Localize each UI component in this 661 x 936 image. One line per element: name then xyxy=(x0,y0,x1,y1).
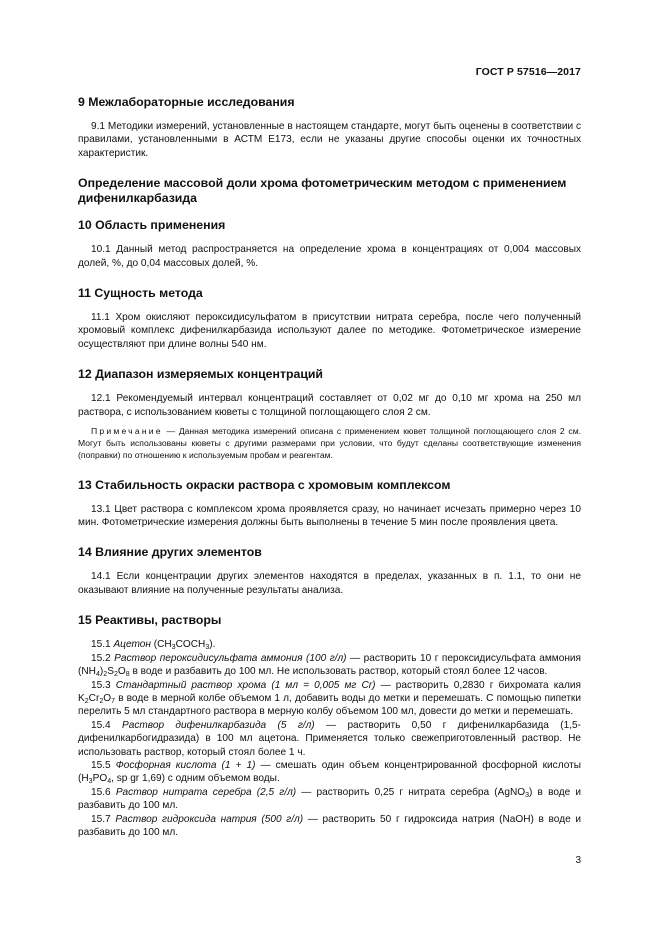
clause-15-7 xyxy=(78,813,581,840)
note-label: Примечание xyxy=(91,426,163,437)
clause-number: 15.3 xyxy=(91,679,116,691)
formula-sub: 3 xyxy=(88,778,93,786)
clause-14-1: 14.1 Если концентрации других элементов находятся в пределах, указанных в п. 1.1, то они не оказывают влияние на полученные результаты анализа. xyxy=(78,571,581,596)
section-14-title: 14 Влияние других элементов xyxy=(78,545,262,560)
formula-sub: 2 xyxy=(99,697,104,705)
standard-code: ГОСТ Р 57516—2017 xyxy=(475,66,581,78)
note-text: — Данная методика измерений описана с применением кювет толщиной поглощающего слоя 2 см. Могут быть использованы кюветы с другими размерами при условии, что будут сделаны соответствующие изменения (поправки) по отношению к используемым пробам и реагентам. xyxy=(78,426,581,461)
formula-sub: 4 xyxy=(95,671,100,679)
clause-15-4 xyxy=(78,719,581,759)
section-9-title: 9 Межлабораторные исследования xyxy=(78,95,295,109)
section-11-title: 11 Сущность метода xyxy=(78,286,203,301)
clause-number: 15.4 xyxy=(91,719,122,731)
document-body xyxy=(78,95,581,839)
clause-text: — смешать один объем концентрированной фосфорной кислоты (H xyxy=(78,759,582,785)
clause-9-1: 9.1 Методики измерений, установленные в настоящем стандарте, могут быть оценены в соответствии с правилами, установленными в АСТМ Е173, если не указаны другие способы оценки их точностных характеристик. xyxy=(78,121,581,159)
formula-sub: 2 xyxy=(113,671,118,679)
formula-sub: 2 xyxy=(103,671,108,679)
formula-text: O xyxy=(103,692,112,704)
formula-text: PO xyxy=(92,773,108,785)
method-group-title: Определение массовой доли хрома фотометрическим методом с применением дифенилкарбазида xyxy=(78,176,567,206)
clause-number: 15.7 xyxy=(91,813,116,825)
clause-number: 15.5 xyxy=(91,759,116,771)
formula-text: ) xyxy=(99,666,104,678)
section-15-title: 15 Реактивы, растворы xyxy=(78,613,222,628)
formula-text: Cr xyxy=(88,692,100,704)
formula-text: COCH xyxy=(175,639,206,651)
clause-text: — растворить 50 г гидроксида натрия (NaOH) в воде и разбавить до 100 мл. xyxy=(78,813,581,838)
page-number: 3 xyxy=(575,855,581,866)
reagent-name: Раствор дифенилкарбазида (5 г/л) xyxy=(121,719,315,731)
reagent-name: Раствор пероксидисульфата аммония (100 г/л) xyxy=(114,652,347,664)
clause-text: — растворить 10 г пероксидисульфата аммония (NH xyxy=(78,652,582,678)
clause-15-6 xyxy=(78,786,581,813)
clause-text: в воде и разбавить до 100 мл. Не использовать раствор, который стоял более 12 часов. xyxy=(129,666,548,678)
formula-sub: 3 xyxy=(205,644,210,652)
formula-sub: 8 xyxy=(125,671,130,679)
clause-text: ) в воде и разбавить до 100 мл. xyxy=(78,786,582,812)
clause-15-5 xyxy=(78,759,581,786)
clause-text: , sp gr 1,69) с одним объемом воды. xyxy=(111,773,280,785)
clause-12-1: 12.1 Рекомендуемый интервал концентраций составляет от 0,02 мг до 0,10 мг хрома на 250 мл раствора, с использованием кюветы с толщиной поглощающего слоя 2 см. xyxy=(78,393,581,418)
section-12-title: 12 Диапазон измеряемых концентраций xyxy=(78,367,323,382)
reagent-name: Стандартный раствор хрома (1 мл = 0,005 мг Cr) xyxy=(115,679,376,691)
formula-sub: 4 xyxy=(107,778,112,786)
section-13-title: 13 Стабильность окраски раствора с хромовым комплексом xyxy=(78,477,451,492)
clause-text: — растворить 0,2830 г бихромата калия K xyxy=(78,679,582,704)
formula-text: O xyxy=(117,666,126,678)
formula-sub: 2 xyxy=(84,697,89,705)
formula-text: (CH xyxy=(150,639,172,651)
clause-15-1 xyxy=(78,638,581,651)
clause-number: 15.2 xyxy=(91,652,115,664)
clause-number: 15.1 xyxy=(91,639,114,651)
formula-text: ). xyxy=(209,639,216,651)
note-12 xyxy=(78,425,581,462)
clause-text: — растворить 0,25 г нитрата серебра (AgNO xyxy=(296,786,526,798)
clause-10-1: 10.1 Данный метод распространяется на определение хрома в концентрациях от 0,004 массовых долей, %, до 0,04 массовых долей, %. xyxy=(78,244,581,269)
clause-15-2 xyxy=(78,652,581,679)
formula-sub: 7 xyxy=(111,697,116,705)
reagent-name: Раствор нитрата серебра (2,5 г/л) xyxy=(115,786,297,798)
reagent-name: Раствор гидроксида натрия (500 г/л) xyxy=(115,813,304,825)
clause-13-1: 13.1 Цвет раствора с комплексом хрома проявляется сразу, но начинает исчезать примерно через 10 мин. Фотометрические измерения должны быть выполнены в течение 5 мин после проявления цвета. xyxy=(78,503,581,529)
reagent-name: Фосфорная кислота (1 + 1) xyxy=(115,759,256,771)
formula-sub: 3 xyxy=(525,791,530,799)
clause-15-3 xyxy=(78,679,581,719)
clause-text: в воде в мерной колбе объемом 1 л, добавить воды до метки и перемешать. С помощью пипетки перелить 5 мл стандартного раствора в мерную колбу объемом 100 мл, довести до метки и перемешать. xyxy=(78,692,581,718)
clause-number: 15.6 xyxy=(91,786,116,798)
reagent-name: Ацетон xyxy=(113,639,151,651)
formula-sub: 3 xyxy=(171,644,176,652)
formula-text: S xyxy=(107,666,114,678)
section-10-title: 10 Область применения xyxy=(78,218,226,233)
clause-text: — растворить 0,50 г дифенилкарбазида (1,5-дифенилкарбогидразида) в 100 мл ацетона. Применяется только свежеприготовленный раствор. Не использовать раствор, который стоял более 1 ч. xyxy=(78,719,581,758)
clause-11-1: 11.1 Хром окисляют пероксидисульфатом в присутствии нитрата серебра, после чего полученный хромовый комплекс дифенилкарбазида используют далее по методике. Фотометрическое измерение осуществляют при длине волны 540 нм. xyxy=(78,312,581,350)
